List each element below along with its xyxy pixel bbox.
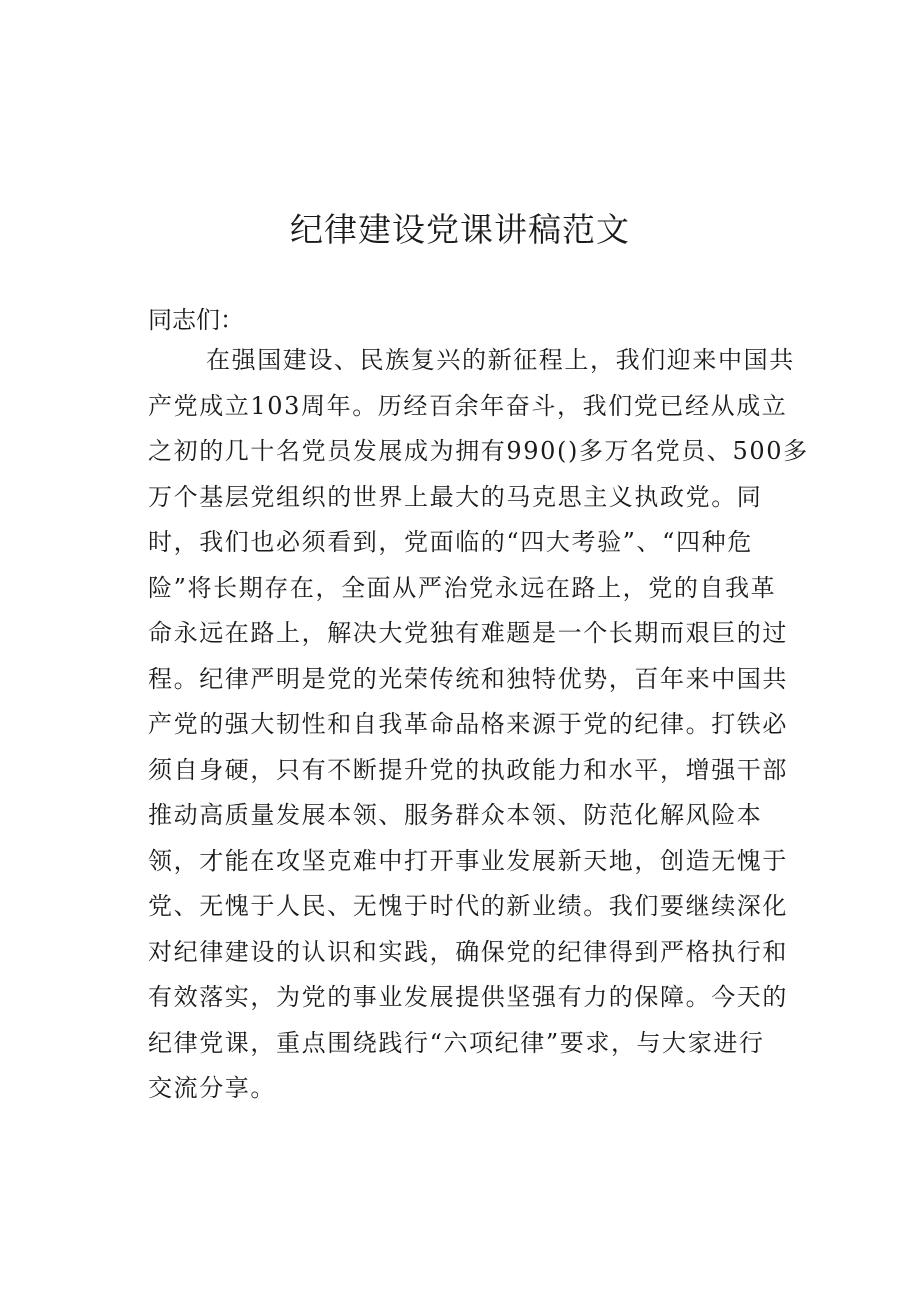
paragraph-line: 对纪律建设的认识和实践，确保党的纪律得到严格执行和 bbox=[148, 937, 788, 966]
paragraph-line: 交流分享。 bbox=[148, 1074, 276, 1102]
paragraph-line: 时，我们也必须看到，党面临的“四大考验”、“四种危 bbox=[148, 528, 753, 556]
paragraph-line: 领，才能在攻坚克难中打开事业发展新天地，创造无愧于 bbox=[148, 846, 788, 875]
body-paragraph bbox=[148, 338, 809, 1112]
paragraph-line: 险”将长期存在，全面从严治党永远在路上，党的自我革 bbox=[148, 573, 777, 602]
paragraph-line: 推动高质量发展本领、服务群众本领、防范化解风险本 bbox=[148, 801, 763, 829]
paragraph-line: 须自身硬，只有不断提升党的执政能力和水平，增强干部 bbox=[148, 755, 788, 784]
paragraph-line: 之初的几十名党员发展成为拥有990()多万名党员、500多 bbox=[148, 437, 809, 465]
paragraph-line: 程。纪律严明是党的光荣传统和独特优势，百年来中国共 bbox=[148, 664, 788, 693]
paragraph-line: 命永远在路上，解决大党独有难题是一个长期而艰巨的过 bbox=[148, 619, 788, 647]
paragraph-line: 万个基层党组织的世界上最大的马克思主义执政党。同 bbox=[148, 482, 763, 511]
salutation: 同志们： bbox=[148, 306, 244, 334]
paragraph-line: 纪律党课，重点围绕践行“六项纪律”要求，与大家进行 bbox=[148, 1028, 765, 1057]
paragraph-line: 产党的强大韧性和自我革命品格来源于党的纪律。打铁必 bbox=[148, 710, 788, 738]
paragraph-line: 在强国建设、民族复兴的新征程上，我们迎来中国共 bbox=[206, 346, 795, 374]
paragraph-line: 产党成立103周年。历经百余年奋斗，我们党已经从成立 bbox=[148, 391, 788, 420]
paragraph-line: 有效落实，为党的事业发展提供坚强有力的保障。今天的 bbox=[148, 983, 788, 1011]
paragraph-line: 党、无愧于人民、无愧于时代的新业绩。我们要继续深化 bbox=[148, 892, 788, 920]
document-title: 纪律建设党课讲稿范文 bbox=[290, 210, 630, 249]
